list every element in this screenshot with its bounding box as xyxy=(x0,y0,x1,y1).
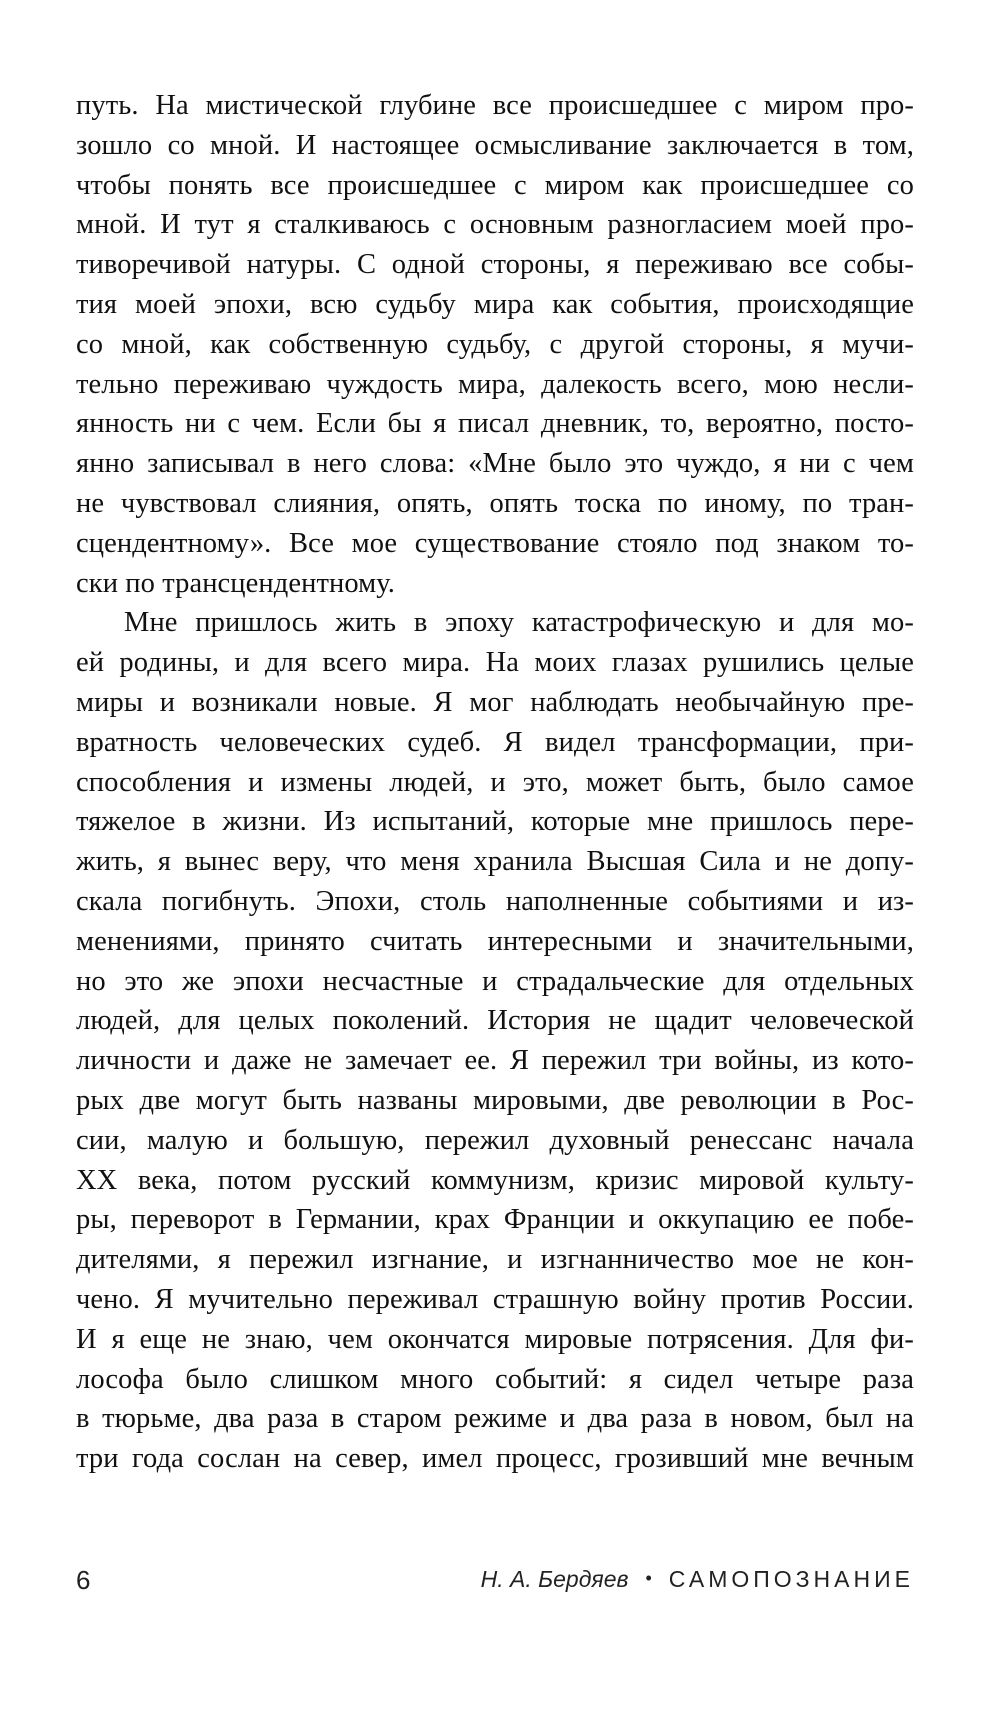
text-line: людей, для целых поколений. История не щадит человеческой xyxy=(76,1005,914,1037)
text-line: ей родины, и для всего мира. На моих глазах рушились целые xyxy=(76,647,914,679)
book-title: САМОПОЗНАНИЕ xyxy=(668,1566,914,1592)
text-line: чено. Я мучительно переживал страшную войну против России. xyxy=(76,1283,914,1315)
text-line: способления и измены людей, и это, может быть, было самое xyxy=(76,766,914,798)
text-line: тиворечивой натуры. С одной стороны, я переживаю все собы- xyxy=(76,249,914,281)
text-line: ры, переворот в Германии, крах Франции и оккупацию ее побе- xyxy=(76,1204,914,1236)
text-line: лософа было слишком много событий: я сидел четыре раза xyxy=(76,1363,914,1395)
text-line: миры и возникали новые. Я мог наблюдать необычайную пре- xyxy=(76,686,914,718)
separator-bullet: • xyxy=(645,1568,652,1588)
text-line: со мной, как собственную судьбу, с другой стороны, я мучи- xyxy=(76,328,914,360)
text-line: сцендентному». Все мое существование стояло под знаком то- xyxy=(76,527,914,559)
text-line: янность ни с чем. Если бы я писал дневник, то, вероятно, посто- xyxy=(76,408,914,440)
running-head xyxy=(481,1565,914,1594)
text-line: тяжелое в жизни. Из испытаний, которые мне пришлось пере- xyxy=(76,806,914,838)
text-line: тия моей эпохи, всю судьбу мира как события, происходящие xyxy=(76,288,914,320)
text-line: тельно переживаю чуждость мира, далекость всего, мою несли- xyxy=(76,368,914,400)
text-line: янно записывал в него слова: «Мне было это чуждо, я ни с чем xyxy=(76,448,914,480)
text-line: но это же эпохи несчастные и страдальческие для отдельных xyxy=(76,965,914,997)
text-line: ски по трансцендентному. xyxy=(76,567,396,599)
page-number: 6 xyxy=(76,1565,91,1595)
text-line: личности и даже не замечает ее. Я пережил три войны, из кото- xyxy=(76,1045,914,1077)
text-line: путь. На мистической глубине все происшедшее с миром про- xyxy=(76,90,914,121)
text-line: в тюрьме, два раза в старом режиме и два раза в новом, был на xyxy=(76,1403,914,1435)
text-line: жить, я вынес веру, что меня хранила Высшая Сила и не допу- xyxy=(76,846,914,878)
text-line: вратность человеческих судеб. Я видел трансформации, при- xyxy=(76,726,914,758)
text-line: И я еще не знаю, чем окончатся мировые потрясения. Для фи- xyxy=(76,1323,914,1355)
text-line: не чувствовал слияния, опять, опять тоска по иному, по тран- xyxy=(76,487,914,519)
text-line: XX века, потом русский коммунизм, кризис мировой культу- xyxy=(76,1164,914,1196)
text-line: скала погибнуть. Эпохи, столь наполненные событиями и из- xyxy=(76,885,914,917)
text-line: рых две могут быть названы мировыми, две революции в Рос- xyxy=(76,1084,914,1116)
page-footer xyxy=(76,1565,914,1605)
text-line: три года сослан на север, имел процесс, грозивший мне вечным xyxy=(76,1443,914,1475)
text-line: дителями, я пережил изгнание, и изгнанничество мое не кон- xyxy=(76,1244,914,1276)
body-text xyxy=(76,86,914,1479)
text-line: менениями, принято считать интересными и значительными, xyxy=(76,925,914,957)
text-line: мной. И тут я сталкиваюсь с основным разногласием моей про- xyxy=(76,209,914,241)
text-line: сии, малую и большую, пережил духовный ренессанс начала xyxy=(76,1124,914,1156)
author-name: Н. А. Бердяев xyxy=(480,1566,629,1592)
text-line: зошло со мной. И настоящее осмысливание заключается в том, xyxy=(76,129,914,161)
text-line: чтобы понять все происшедшее с миром как происшедшее со xyxy=(76,169,914,201)
text-line: Мне пришлось жить в эпоху катастрофическую и для мо- xyxy=(124,607,914,639)
